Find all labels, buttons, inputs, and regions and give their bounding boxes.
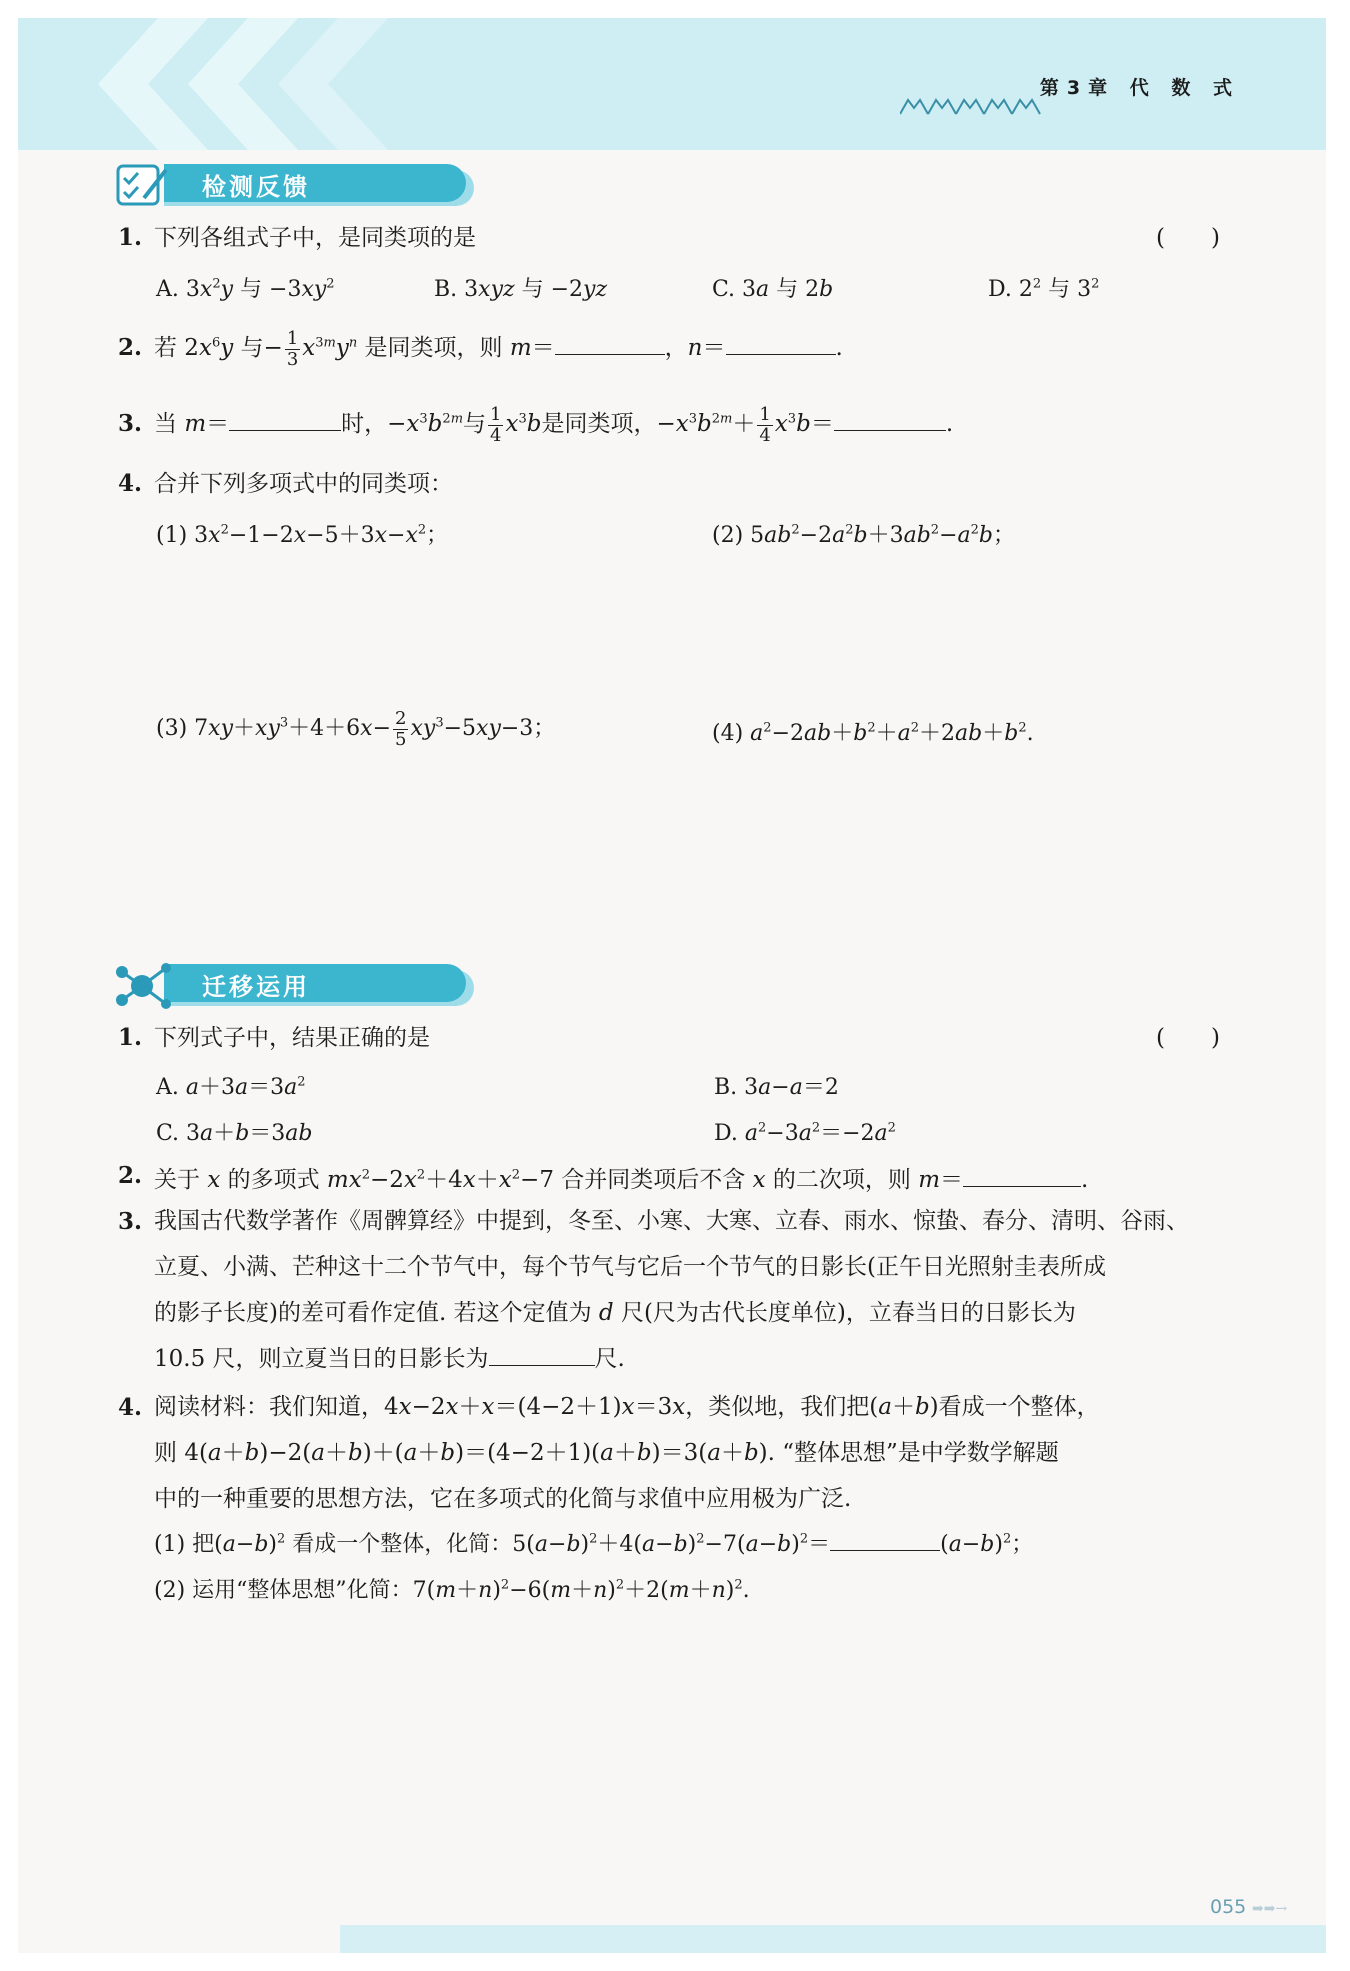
mountain-pattern-icon	[900, 94, 1046, 116]
option-d: D. $2^2$ 与 $3^2$	[988, 276, 1100, 302]
question-number: 1.	[118, 1024, 143, 1051]
answer-blank-result[interactable]	[834, 404, 946, 431]
question-number: 4.	[118, 470, 143, 497]
question-stem: 下列式子中，结果正确的是	[154, 1025, 430, 1051]
question-3: 当 m＝ 时，$-x^3b^{2m}$与 $\frac{1}{4}$ $x^3b$是同类项，$-x^3b^{2m}+$ $\frac{1}{4}$ $x^3b=$ .	[154, 403, 954, 446]
question-number: 2.	[118, 1162, 143, 1189]
answer-paren: ( )	[1156, 1025, 1220, 1051]
answer-blank-n[interactable]	[726, 328, 836, 355]
subquestion-3: (3) $7xy+xy^3+4+6x-$ $\frac{2}{5}$ $xy^3-5xy-3$；	[156, 707, 556, 750]
chapter-title: 第3章 代 数 式	[1039, 77, 1240, 99]
question-number: 3.	[118, 410, 143, 437]
subquestion-4: (4) $a^2-2ab+b^2+a^2+2ab+b^2$.	[712, 720, 1034, 746]
page-number: 055	[1210, 1896, 1247, 1918]
question-4: 阅读材料：我们知道，4x−2x＋x＝(4−2＋1)x＝3x，类似地，我们把(a＋b)看成一个整体， 则 4(a＋b)−2(a＋b)＋(a＋b)＝(4−2＋1)(a＋b)＝3(a＋b). “整体思想”是中学数学解题 中的一种重要的思想方法，它在多项式的化简与求值中应用极为广泛. (1) 把$(a-b)^2$ 看成一个整体，化简：$5(a-b)^2+4(a-b)^2-7(a-b)^2= (a-b)^2$； (2) 运用“整体思想”化简：$7(m+n)^2-6(m+n)^2+2(m+n)^2$.	[154, 1394, 1100, 1603]
subquestion-2: (2) $5ab^2-2a^2b+3ab^2-a^2b$；	[712, 522, 1016, 548]
answer-blank-m[interactable]	[229, 404, 341, 431]
checklist-icon	[114, 162, 174, 208]
answer-paren: ( )	[1156, 225, 1220, 251]
question-number: 3.	[118, 1208, 143, 1235]
arrow-decoration-icon: ➡➡→	[1252, 1901, 1288, 1917]
answer-blank-coefficient[interactable]	[830, 1524, 940, 1551]
footer-band	[340, 1925, 1326, 1953]
molecule-icon	[114, 962, 176, 1010]
chapter-header	[18, 18, 1326, 150]
section-badge-check	[114, 162, 484, 206]
answer-blank-m[interactable]	[963, 1160, 1081, 1187]
question-2: 若 $2x^6y$ 与− $\frac{1}{3}$ $x^{3m}y^n$ 是同类项，则 m＝ ，n＝ .	[154, 327, 843, 370]
question-stem: 合并下列多项式中的同类项：	[154, 471, 453, 497]
subquestion-1: (1) $3x^2-1-2x-5+3x-x^2$；	[156, 522, 449, 548]
answer-blank-m[interactable]	[555, 328, 665, 355]
option-c: C. 3a 与 2b	[712, 277, 834, 302]
option-b: B. 3a−a＝2	[714, 1075, 839, 1100]
section-title: 迁移运用	[202, 973, 310, 1001]
question-number: 1.	[118, 224, 143, 251]
question-stem: 下列各组式子中，是同类项的是	[154, 225, 476, 251]
option-d: D. $a^2-3a^2=-2a^2$	[714, 1120, 896, 1146]
option-a: A. $a+3a=3a^2$	[156, 1074, 306, 1100]
option-b: B. 3xyz 与 −2yz	[434, 277, 608, 302]
question-number: 4.	[118, 1394, 143, 1421]
option-c: C. 3a＋b＝3ab	[156, 1121, 313, 1146]
option-a: A. $3x^2y$ 与 $-3xy^2$	[156, 276, 335, 302]
section-badge-transfer	[114, 962, 484, 1006]
question-2: 关于 x 的多项式 $mx^2-2x^2+4x+x^2-7$ 合并同类项后不含 x 的二次项，则 m＝ .	[154, 1160, 1088, 1196]
question-3: 我国古代数学著作《周髀算经》中提到，冬至、小寒、大寒、立春、雨水、惊蛰、春分、清明、谷雨、 立夏、小满、芒种这十二个节气中，每个节气与它后一个节气的日影长(正午日光照射圭表所成 的影子长度)的差可看作定值. 若这个定值为 d 尺(尺为古代长度单位)，立春当日的日影长为 10.5 尺，则立夏当日的日影长为 尺.	[154, 1208, 1189, 1372]
question-number: 2.	[118, 334, 143, 361]
chevron-decoration-icon	[268, 18, 388, 150]
section-title: 检测反馈	[202, 173, 310, 201]
answer-blank-shadow[interactable]	[489, 1339, 595, 1366]
